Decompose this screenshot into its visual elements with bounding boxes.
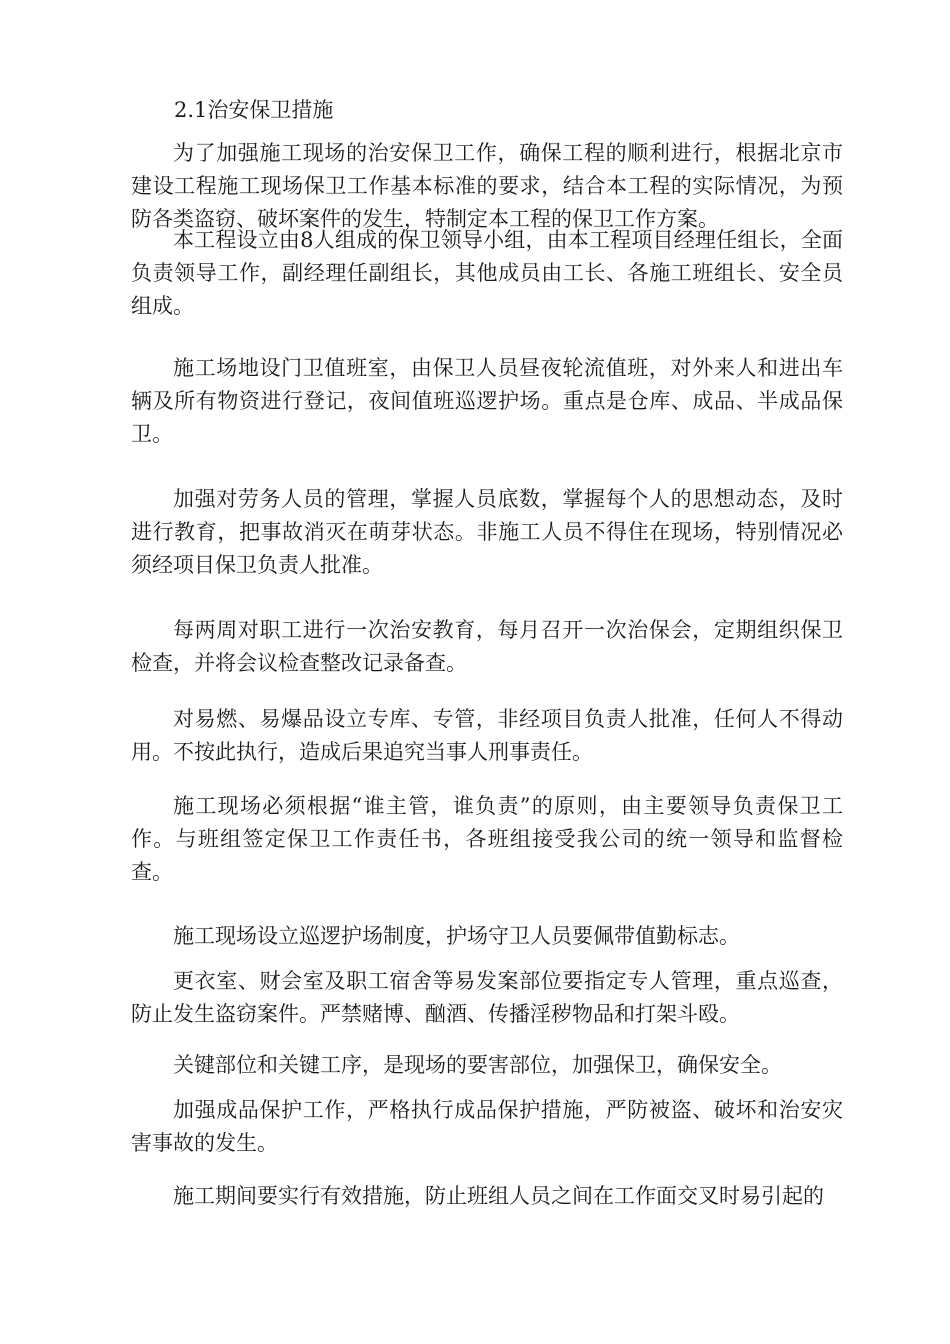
paragraph-security-education: 每两周对职工进行一次治安教育，每月召开一次治保会，定期组织保卫检查，并将会议检查整改记录备查。 [131, 618, 843, 675]
paragraph-flammables: 对易燃、易爆品设立专库、专管，非经项目负责人批准，任何人不得动用。不按此执行，造成后果追究当事人刑事责任。 [131, 707, 843, 764]
paragraph-guard-room: 施工场地设门卫值班室，由保卫人员昼夜轮流值班，对外来人和进出车辆及所有物资进行登记，夜间值班巡逻护场。重点是仓库、成品、半成品保卫。 [131, 356, 843, 446]
section-heading: 2.1治安保卫措施 [174, 98, 334, 122]
paragraph-responsibility: 施工现场必须根据“谁主管，谁负责”的原则，由主要领导负责保卫工作。与班组签定保卫工作责任书，各班组接受我公司的统一领导和监督检查。 [131, 794, 843, 884]
paragraph-leadership-group: 本工程设立由8人组成的保卫领导小组，由本工程项目经理任组长，全面负责领导工作，副经理任副组长，其他成员由工长、各施工班组长、安全员组成。 [131, 228, 843, 318]
paragraph-patrol: 施工现场设立巡逻护场制度，护场守卫人员要佩带值勤标志。 [173, 924, 740, 948]
paragraph-construction-period: 施工期间要实行有效措施，防止班组人员之间在工作面交叉时易引起的 [173, 1184, 824, 1208]
paragraph-critical-processes: 关键部位和关键工序，是现场的要害部位，加强保卫，确保安全。 [173, 1053, 782, 1077]
paragraph-product-protection: 加强成品保护工作，严格执行成品保护措施，严防被盗、破坏和治安灾害事故的发生。 [131, 1098, 843, 1155]
paragraph-purpose: 为了加强施工现场的治安保卫工作，确保工程的顺利进行，根据北京市建设工程施工现场保卫工作基本标准的要求，结合本工程的实际情况，为预防各类盗窃、破坏案件的发生，特制定本工程的保卫工作方案。 [131, 141, 843, 231]
paragraph-key-areas: 更衣室、财会室及职工宿舍等易发案部位要指定专人管理，重点巡查，防止发生盗窃案件。严禁赌博、酗酒、传播淫秽物品和打架斗殴。 [131, 969, 843, 1026]
paragraph-labor-management: 加强对劳务人员的管理，掌握人员底数，掌握每个人的思想动态，及时进行教育，把事故消灭在萌芽状态。非施工人员不得住在现场，特别情况必须经项目保卫负责人批准。 [131, 487, 843, 577]
